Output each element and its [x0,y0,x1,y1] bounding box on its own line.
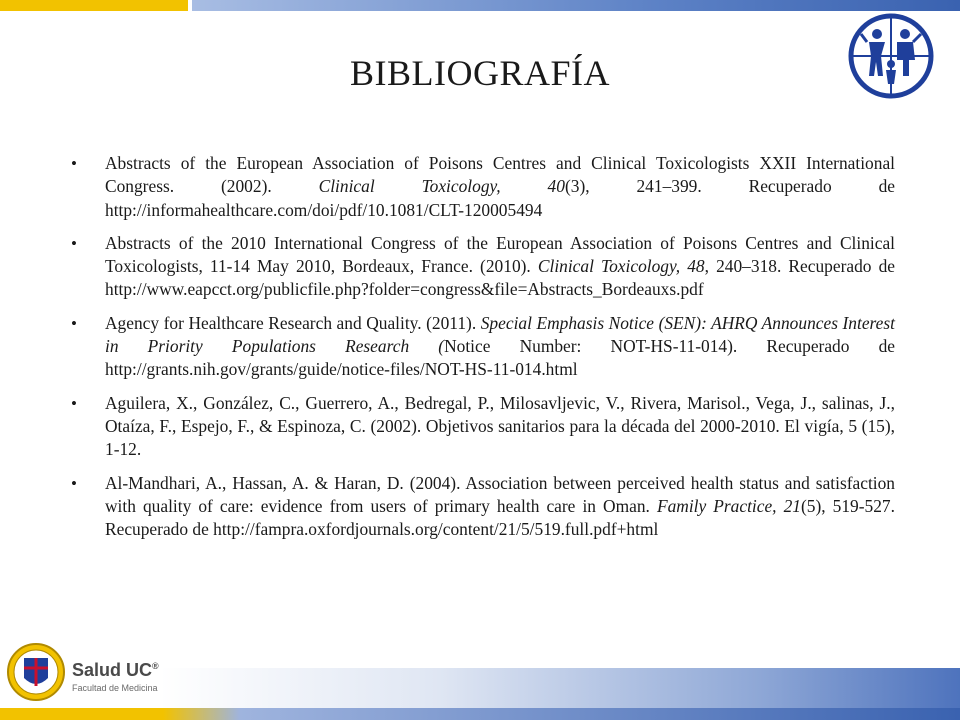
footer-accent-strip [0,708,960,720]
bibliography-entry [71,392,895,462]
entry-journal: Clinical Toxicology, 40 [318,176,565,197]
entry-text: Agency for Healthcare Research and Quality. (2011). [105,312,481,333]
entry-text: Aguilera, X., González, C., Guerrero, A., Bedregal, P., Milosavljevic, V., Rivera, Marisol., Vega, J., salinas, J., Otaíza, F., Espejo, F., & Espinoza, C. (2002). Objetivos sanitarios para la década del 2000-2010. El vigía, 5 (15), 1-12. [105,392,895,460]
slide-title: BIBLIOGRAFÍA [349,53,610,93]
footer-gradient-bar [160,668,960,708]
entry-text-tail: , 240–318. Recuperado de http://www.eapcct.org/publicfile.php?folder=congress&file=Abstracts_Bordeauxs.pdf [105,256,895,300]
bullet: • [71,473,77,493]
entry-text-tail: (5), 519-527. Recuperado de http://fampra.oxfordjournals.org/content/21/5/519.full.pdf+html [105,495,895,540]
entry-journal: Special Emphasis Notice (SEN): AHRQ Announces Interest in Priority Populations Research ( [105,312,895,357]
bullet: • [71,154,77,173]
brand-name-text: Salud UC [72,660,153,680]
entry-text: Abstracts of the 2010 International Congress of the European Association of Poisons Centres and Clinical Toxicologists, 11-14 May 2010, Bordeaux, France. (2010). [105,232,895,277]
entry-text-tail: Notice Number: NOT-HS-11-014). Recuperado de http://grants.nih.gov/grants/guide/notice-files/NOT-HS-11-014.html [105,336,895,380]
bibliography-entry [71,232,895,302]
bibliography-entry [71,472,895,542]
bibliography-list [71,152,895,551]
bullet: • [71,313,77,333]
bibliography-entry [71,152,895,222]
bibliography-entry [71,312,895,382]
university-crest-icon [6,634,66,710]
top-accent-bar-blue [192,0,960,11]
entry-journal: Clinical Toxicology, 48 [537,256,705,277]
brand-block [72,660,162,693]
entry-text-tail: (3), 241–399. Recuperado de http://informahealthcare.com/doi/pdf/10.1081/CLT-120005494 [105,176,895,220]
bullet: • [71,393,77,413]
top-accent-bar-yellow [0,0,188,11]
entry-journal: Family Practice, 21 [656,495,801,516]
brand-registered-mark: ® [152,661,159,671]
brand-name [72,660,162,681]
entry-text: Al-Mandhari, A., Hassan, A. & Haran, D. (2004). Association between perceived health status and satisfaction with quality of care: evidence from users of primary health care in Oman. [105,472,895,516]
brand-subtitle: Facultad de Medicina [72,683,158,693]
bullet: • [71,233,77,253]
entry-text: Abstracts of the European Association of Poisons Centres and Clinical Toxicologists XXII International Congress. (2002). [105,153,895,197]
